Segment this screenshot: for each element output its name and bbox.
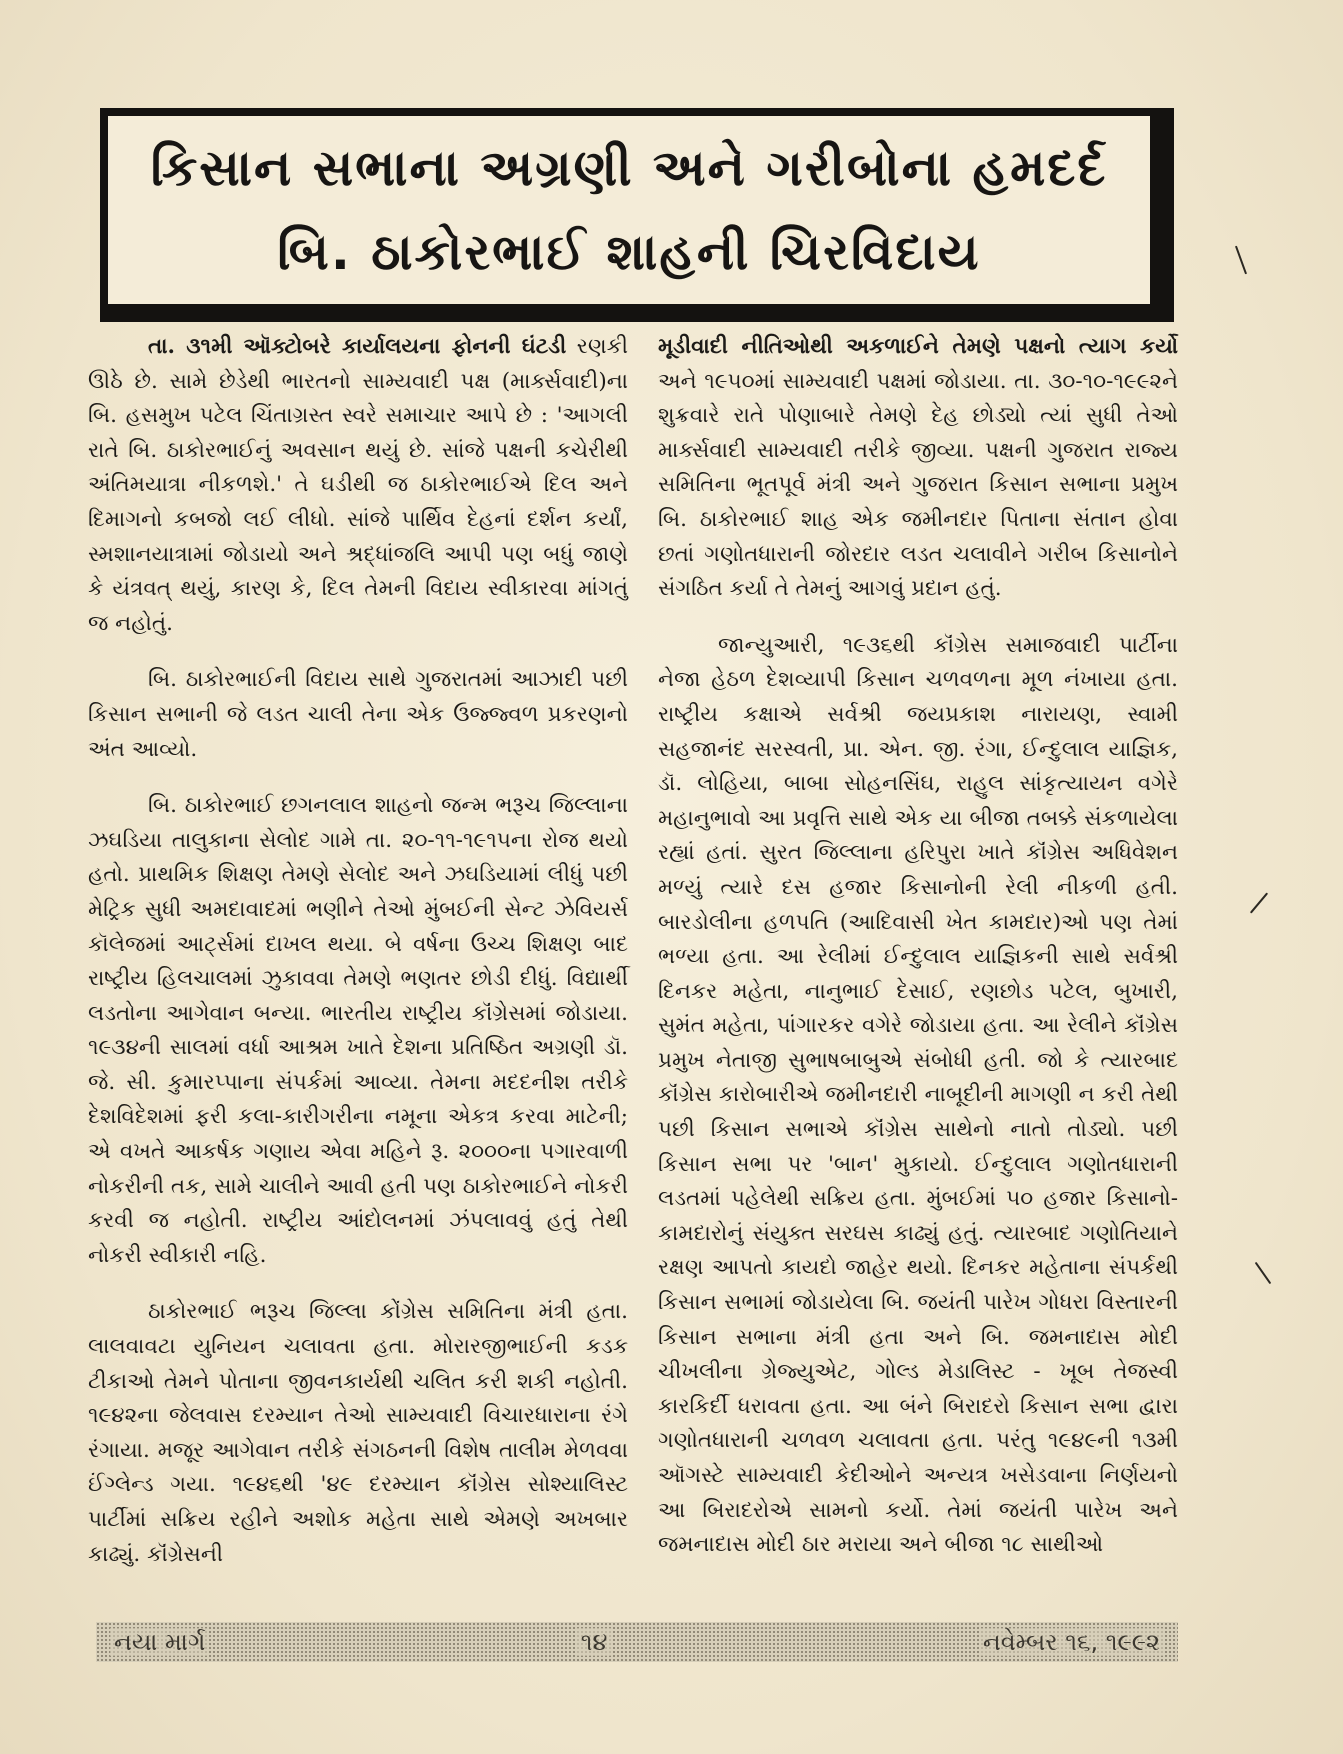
paragraph-text: અને ૧૯૫૦માં સામ્યવાદી પક્ષમાં જોડાયા. તા. ૩૦-૧૦-૧૯૯૨ને શુક્રવારે રાતે પોણાબારે તેમણે દેહ છોડ્યો ત્યાં સુધી તેઓ માર્ક્સવાદી સામ્યવાદી તરીકે જીવ્યા. પક્ષની ગુજરાત રાજ્ય સમિતિના ભૂતપૂર્વ મંત્રી અને ગુજરાત કિસાન સભાના પ્રમુખ બિ. ઠાકોરભાઈ શાહ એક જમીનદાર પિતાના સંતાન હોવા છતાં ગણોતધારાની જોરદાર લડત ચલાવીને ગરીબ કિસાનોને સંગઠિત કર્યા તે તેમનું આગવું પ્રદાન હતું. (658, 368, 1178, 602)
paragraph (658, 330, 1178, 607)
lead-in-text: તા. ૩૧મી ઑક્ટોબરે કાર્યાલયના ફોનની ઘંટડી (148, 334, 567, 359)
paragraph-text: રણકી ઊઠે છે. સામે છેડેથી ભારતનો સામ્યવાદી પક્ષ (માર્ક્સવાદી)ના બિ. હસમુખ પટેલ ચિંતાગ્રસ્ત સ્વરે સમાચાર આપે છે : 'આગલી રાતે બિ. ઠાકોરભાઈનું અવસાન થયું છે. સાંજે પક્ષની કચેરીથી અંતિમયાત્રા નીકળશે.' તે ઘડીથી જ ઠાકોરભાઈએ દિલ અને દિમાગનો કબજો લઈ લીધો. સાંજે પાર્થિવ દેહનાં દર્શન કર્યાં, સ્મશાનયાત્રામાં જોડાયો અને શ્રદ્ધાંજલિ આપી પણ બધું જાણે કે યંત્રવત્ થયું, કારણ કે, દિલ તેમની વિદાય સ્વીકારવા માંગતું જ નહોતું. (88, 334, 628, 636)
issue-date: નવેમ્બર ૧૬, ૧૯૯૨ (979, 1628, 1164, 1656)
page-number: ૧૪ (577, 1628, 612, 1656)
paragraph: ઠાકોરભાઈ ભરૂચ જિલ્લા કોંગ્રેસ સમિતિના મંત્રી હતા. લાલવાવટા યુનિયન ચલાવતા હતા. મોરારજીભાઈની કડક ટીકાઓ તેમને પોતાના જીવનકાર્યથી ચલિત કરી શકી નહોતી. ૧૯૪૨ના જેલવાસ દરમ્યાન તેઓ સામ્યવાદી વિચારધારાના રંગે રંગાયા. મજૂર આગેવાન તરીકે સંગઠનની વિશેષ તાલીમ મેળવવા ઈંગ્લેન્ડ ગયા. ૧૯૪૬થી '૪૯ દરમ્યાન કૉંગ્રેસ સોશ્યાલિસ્ટ પાર્ટીમાં સક્રિય રહીને અશોક મહેતા સાથે એમણે અખબાર કાઢ્યું. કૉંગ્રેસની (88, 1299, 628, 1567)
article-column-right (658, 330, 1178, 1585)
publication-name: નયા માર્ગ (110, 1628, 209, 1656)
paragraph: બિ. ઠાકોરભાઈની વિદાય સાથે ગુજરાતમાં આઝાદી પછી કિસાન સભાની જે લડત ચાલી તેના એક ઉજ્જ્વળ પ્રકરણનો અંત આવ્યો. (88, 667, 628, 762)
article-column-left (88, 330, 628, 1594)
lead-in-text: મૂડીવાદી નીતિઓથી અકળાઈને તેમણે પક્ષનો ત્યાગ કર્યો (658, 334, 1178, 359)
paragraph: જાન્યુઆરી, ૧૯૩૬થી કૉંગ્રેસ સમાજવાદી પાર્ટીના નેજા હેઠળ દેશવ્યાપી કિસાન ચળવળના મૂળ નંખાયા હતા. રાષ્ટ્રીય કક્ષાએ સર્વશ્રી જયપ્રકાશ નારાયણ, સ્વામી સહજાનંદ સરસ્વતી, પ્રા. એન. જી. રંગા, ઈન્દુલાલ યાજ્ઞિક, ડૉ. લોહિયા, બાબા સોહનસિંઘ, રાહુલ સાંકૃત્યાયન વગેરે મહાનુભાવો આ પ્રવૃત્તિ સાથે એક યા બીજા તબક્કે સંકળાયેલા રહ્યાં હતાં. સુરત જિલ્લાના હરિપુરા ખાતે કૉંગ્રેસ અધિવેશન મળ્યું ત્યારે દસ હજાર કિસાનોની રેલી નીકળી હતી. બારડોલીના હળપતિ (આદિવાસી ખેત કામદાર)ઓ પણ તેમાં ભળ્યા હતા. આ રેલીમાં ઈન્દુલાલ યાજ્ઞિકની સાથે સર્વશ્રી દિનકર મહેતા, નાનુભાઈ દેસાઈ, રણછોડ પટેલ, બુખારી, સુમંત મહેતા, પાંગારકર વગેરે જોડાયા હતા. આ રેલીને કૉંગ્રેસ પ્રમુખ નેતાજી સુભાષબાબુએ સંબોધી હતી. જો કે ત્યારબાદ કૉંગ્રેસ કારોબારીએ જમીનદારી નાબૂદીની માગણી ન કરી તેથી પછી કિસાન સભાએ કૉંગ્રેસ સાથેનો નાતો તોડ્યો. પછી કિસાન સભા પર 'બાન' મુકાયો. ઈન્દુલાલ ગણોતધારાની લડતમાં પહેલેથી સક્રિય હતા. મુંબઈમાં ૫૦ હજાર કિસાનો-કામદારોનું સંયુક્ત સરઘસ કાઢ્યું હતું. ત્યારબાદ ગણોતિયાને રક્ષણ આપતો કાયદો જાહેર થયો. દિનકર મહેતાના સંપર્કથી કિસાન સભામાં જોડાયેલા બિ. જયંતી પારેખ ગોધરા વિસ્તારની કિસાન સભાના મંત્રી હતા અને બિ. જમનાદાસ મોદી ચીખલીના ગ્રેજ્યુએટ, ગોલ્ડ મેડાલિસ્ટ - ખૂબ તેજસ્વી કારકિર્દી ધરાવતા હતા. આ બંને બિરાદરો કિસાન સભા દ્વારા ગણોતધારાની ચળવળ ચલાવતા હતા. પરંતુ ૧૯૪૯ની ૧૩મી ઑગસ્ટે સામ્યવાદી કેદીઓને અન્યત્ર ખસેડવાના નિર્ણયનો આ બિરાદરોએ સામનો કર્યો. તેમાં જયંતી પારેખ અને જમનાદાસ મોદી ઠાર મરાયા અને બીજા ૧૮ સાથીઓ (658, 632, 1178, 1558)
headline-line-2: બિ. ઠાકોરભાઈ શાહની ચિરવિદાય (277, 223, 981, 281)
headline-box (100, 108, 1174, 322)
headline-line-1: કિસાન સભાના અગ્રણી અને ગરીબોના હમદર્દ (150, 139, 1108, 197)
paragraph (88, 330, 628, 641)
page-footer (96, 1622, 1178, 1662)
paragraph: બિ. ઠાકોરભાઈ છગનલાલ શાહનો જન્મ ભરૂચ જિલ્લાના ઝઘડિયા તાલુકાના સેલોદ ગામે તા. ૨૦-૧૧-૧૯૧૫ના રોજ થયો હતો. પ્રાથમિક શિક્ષણ તેમણે સેલોદ અને ઝઘડિયામાં લીધું પછી મેટ્રિક સુધી અમદાવાદમાં ભણીને તેઓ મુંબઈની સેન્ટ ઝેવિયર્સ કૉલેજમાં આર્ટ્સમાં દાખલ થયા. બે વર્ષના ઉચ્ચ શિક્ષણ બાદ રાષ્ટ્રીય હિલચાલમાં ઝુકાવવા તેમણે ભણતર છોડી દીધું. વિદ્યાર્થી લડતોના આગેવાન બન્યા. ભારતીય રાષ્ટ્રીય કૉંગ્રેસમાં જોડાયા. ૧૯૩૪ની સાલમાં વર્ધા આશ્રમ ખાતે દેશના પ્રતિષ્ઠિત અગ્રણી ડૉ. જે. સી. કુમારપ્પાના સંપર્કમાં આવ્યા. તેમના મદદનીશ તરીકે દેશવિદેશમાં ફરી કલા-કારીગરીના નમૂના એકત્ર કરવા માટેની; એ વખતે આકર્ષક ગણાય એવા મહિને રૂ. ૨૦૦૦ના પગારવાળી નોકરીની તક, સામે ચાલીને આવી હતી પણ ઠાકોરભાઈને નોકરી કરવી જ નહોતી. રાષ્ટ્રીય આંદોલનમાં ઝંપલાવવું હતું તેથી નોકરી સ્વીકારી નહિ. (88, 793, 628, 1268)
